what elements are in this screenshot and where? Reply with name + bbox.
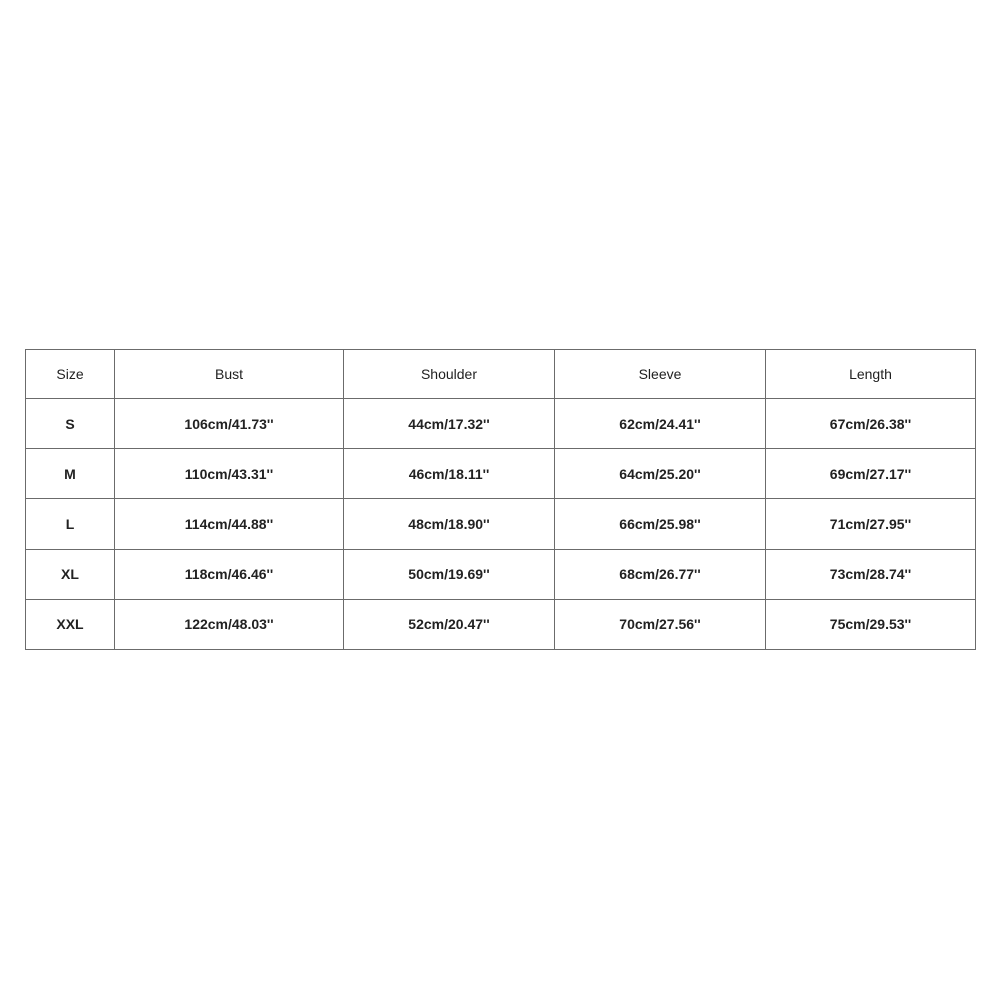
cell-sleeve: 64cm/25.20'' — [555, 449, 766, 499]
cell-shoulder: 44cm/17.32'' — [344, 399, 555, 449]
cell-length: 69cm/27.17'' — [766, 449, 976, 499]
table-row — [26, 499, 976, 549]
cell-length: 75cm/29.53'' — [766, 599, 976, 649]
table-row — [26, 599, 976, 649]
cell-sleeve: 70cm/27.56'' — [555, 599, 766, 649]
size-chart-table — [25, 349, 976, 650]
header-shoulder: Shoulder — [344, 350, 555, 399]
cell-size: XL — [26, 549, 115, 599]
header-sleeve: Sleeve — [555, 350, 766, 399]
cell-length: 71cm/27.95'' — [766, 499, 976, 549]
cell-shoulder: 52cm/20.47'' — [344, 599, 555, 649]
header-row — [26, 350, 976, 399]
cell-length: 73cm/28.74'' — [766, 549, 976, 599]
cell-bust: 122cm/48.03'' — [115, 599, 344, 649]
cell-size: S — [26, 399, 115, 449]
cell-bust: 114cm/44.88'' — [115, 499, 344, 549]
cell-sleeve: 68cm/26.77'' — [555, 549, 766, 599]
table-row — [26, 449, 976, 499]
cell-size: M — [26, 449, 115, 499]
header-length: Length — [766, 350, 976, 399]
table-row — [26, 399, 976, 449]
cell-shoulder: 46cm/18.11'' — [344, 449, 555, 499]
cell-shoulder: 50cm/19.69'' — [344, 549, 555, 599]
cell-bust: 110cm/43.31'' — [115, 449, 344, 499]
table-row — [26, 549, 976, 599]
cell-bust: 118cm/46.46'' — [115, 549, 344, 599]
cell-size: L — [26, 499, 115, 549]
cell-length: 67cm/26.38'' — [766, 399, 976, 449]
header-size: Size — [26, 350, 115, 399]
cell-size: XXL — [26, 599, 115, 649]
cell-sleeve: 66cm/25.98'' — [555, 499, 766, 549]
header-bust: Bust — [115, 350, 344, 399]
cell-sleeve: 62cm/24.41'' — [555, 399, 766, 449]
cell-shoulder: 48cm/18.90'' — [344, 499, 555, 549]
cell-bust: 106cm/41.73'' — [115, 399, 344, 449]
